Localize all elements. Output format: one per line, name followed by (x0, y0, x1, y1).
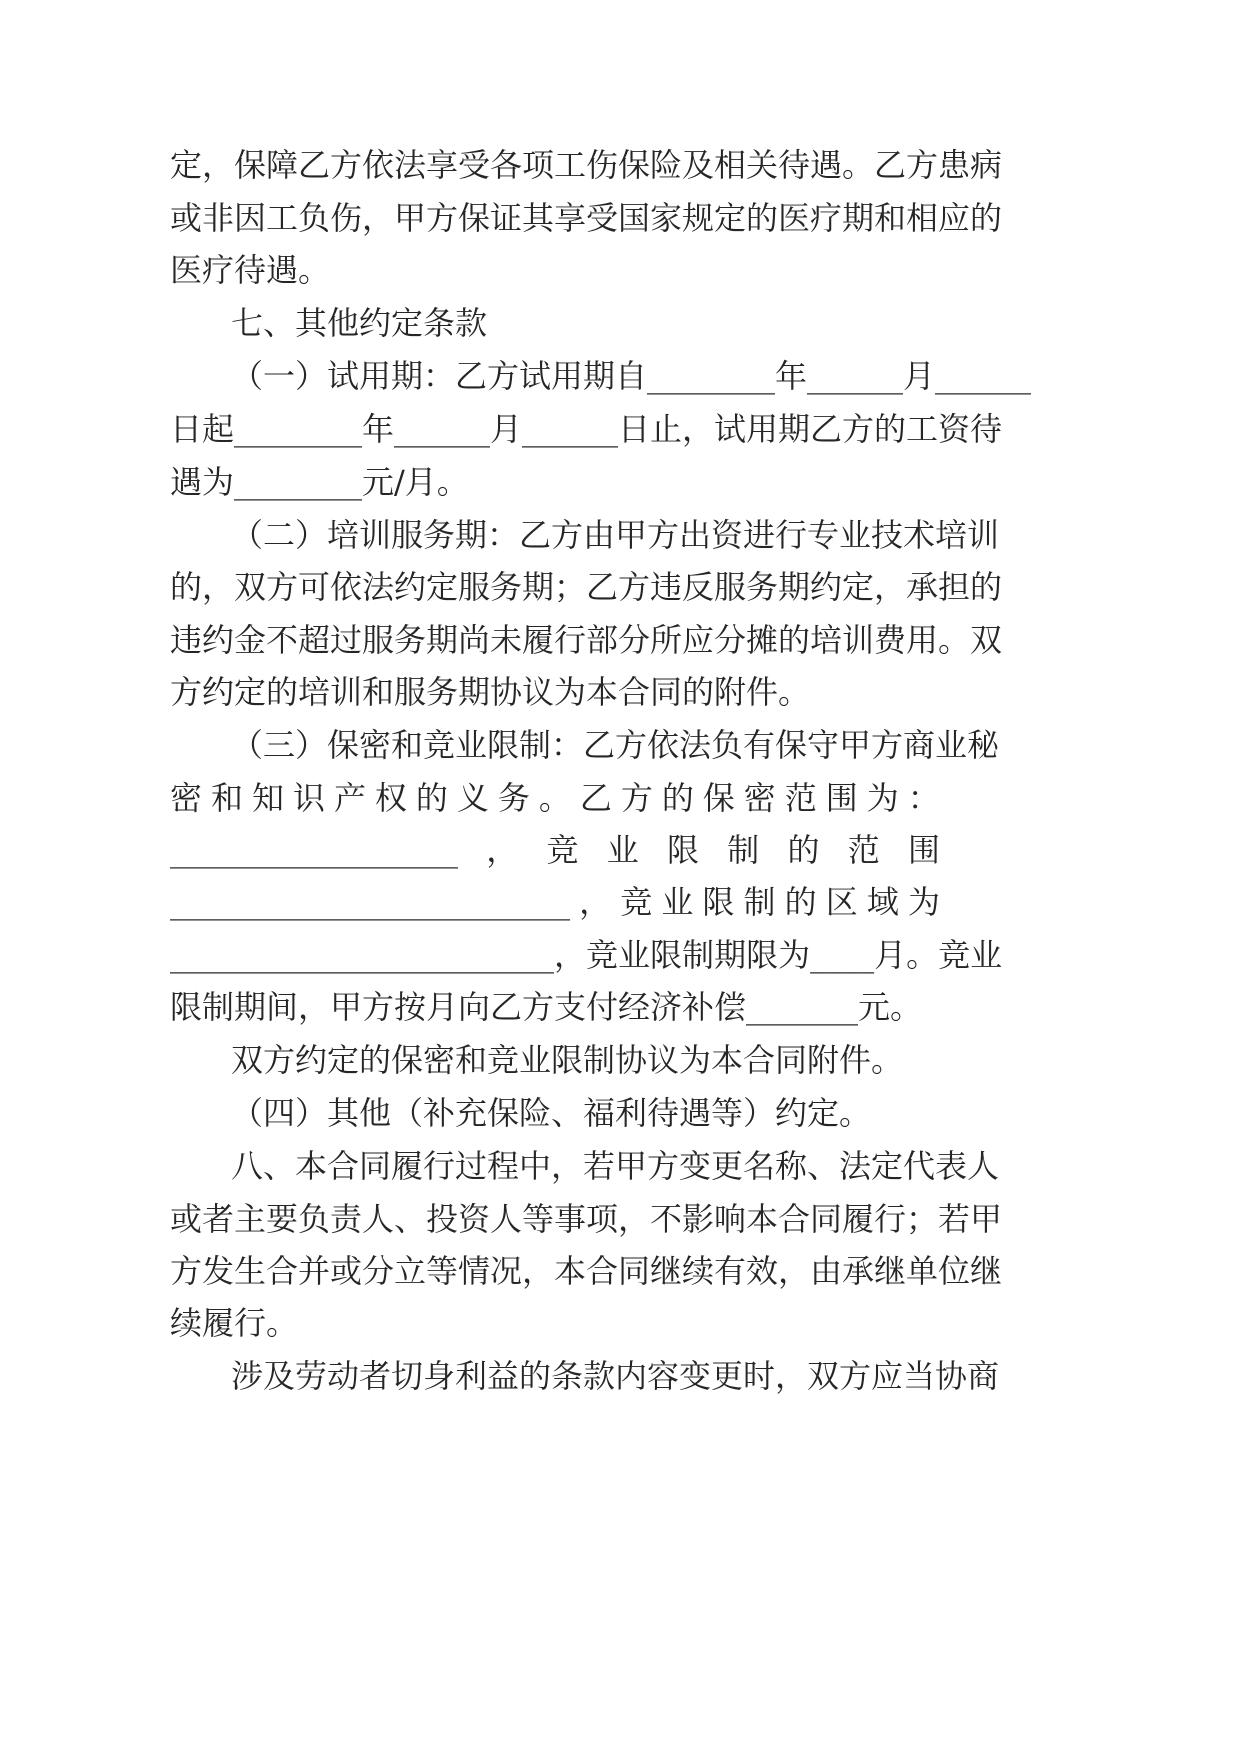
text-glyph: ， (486, 831, 519, 869)
text-glyph: 围 (907, 831, 940, 869)
text-glyph: 为 (866, 779, 899, 817)
text-glyph: 识 (292, 779, 325, 817)
text-glyph: 范 (847, 831, 880, 869)
text-line: 方发生合并或分立等情况，本合同继续有效，由承继单位继 (170, 1252, 1003, 1290)
text-glyph: 方 (620, 779, 653, 817)
text-glyph: 竞 (546, 831, 579, 869)
text-line-justified (170, 925, 1003, 985)
text-glyph: ， (579, 883, 612, 921)
text-line: 的，双方可依法约定服务期；乙方违反服务期约定，承担的 (170, 568, 1003, 606)
text-glyph: 的 (661, 779, 694, 817)
text-line: （一）试用期：乙方试用期自________年______月______ (231, 357, 1032, 395)
text-glyph: 为 (907, 883, 940, 921)
text-glyph: 期 (714, 936, 747, 974)
text-line: 或非因工负伤，甲方保证其享受国家规定的医疗期和相应的 (170, 199, 1003, 237)
text-glyph: 和 (210, 779, 243, 817)
text-glyph: 限 (650, 936, 683, 974)
text-glyph: 区 (825, 883, 858, 921)
text-glyph: 。 (538, 779, 571, 817)
text-line: （三）保密和竞业限制：乙方依法负有保守甲方商业秘 (231, 726, 1000, 764)
text-glyph: 业 (606, 831, 639, 869)
text-line: 双方约定的保密和竞业限制协议为本合同附件。 (231, 1041, 904, 1079)
text-line: （四）其他（补充保险、福利待遇等）约定。 (231, 1094, 872, 1132)
text-glyph: 的 (784, 883, 817, 921)
text-glyph: 域 (866, 883, 899, 921)
text-glyph: 产 (333, 779, 366, 817)
text-glyph: 月 (874, 936, 907, 974)
text-glyph: 围 (825, 779, 858, 817)
text-glyph: 权 (374, 779, 407, 817)
text-glyph: 义 (456, 779, 489, 817)
text-glyph: ， (554, 936, 587, 974)
text-glyph: 制 (682, 936, 715, 974)
text-glyph: 制 (743, 883, 776, 921)
text-glyph: 限 (702, 883, 735, 921)
text-line: 续履行。 (170, 1304, 299, 1342)
text-glyph: 制 (727, 831, 760, 869)
text-glyph: 的 (787, 831, 820, 869)
section-heading: 八、本合同履行过程中，若甲方变更名称、法定代表人 (231, 1147, 1000, 1185)
text-glyph: 保 (702, 779, 735, 817)
text-line: 限制期间，甲方按月向乙方支付经济补偿_______元。 (170, 988, 923, 1026)
text-line: 日起________年______月______日止，试用期乙方的工资待 (170, 410, 1003, 448)
text-glyph: ____ (810, 936, 875, 974)
text-glyph: 密 (743, 779, 776, 817)
text-glyph: 业 (618, 936, 651, 974)
text-line-justified (170, 872, 940, 932)
text-glyph: _________________________ (170, 883, 570, 921)
text-glyph: 密 (170, 779, 203, 817)
text-glyph: 限 (746, 936, 779, 974)
text-glyph: ________________________ (170, 936, 554, 974)
text-glyph: 知 (251, 779, 284, 817)
text-line: 医疗待遇。 (170, 251, 331, 289)
text-glyph: 业 (661, 883, 694, 921)
text-line: （二）培训服务期：乙方由甲方出资进行专业技术培训 (231, 516, 1000, 554)
text-glyph: 限 (666, 831, 699, 869)
text-line: 违约金不超过服务期尚未履行部分所应分摊的培训费用。双 (170, 621, 1003, 659)
text-glyph: 乙 (579, 779, 612, 817)
section-heading: 七、其他约定条款 (231, 304, 488, 342)
text-glyph: 范 (784, 779, 817, 817)
text-glyph: 竞 (586, 936, 619, 974)
text-glyph: 业 (970, 936, 1003, 974)
text-glyph: ： (907, 779, 940, 817)
text-glyph: 务 (497, 779, 530, 817)
text-line-justified (170, 768, 940, 828)
text-glyph: 竞 (938, 936, 971, 974)
text-line: 涉及劳动者切身利益的条款内容变更时，双方应当协商 (231, 1357, 1000, 1395)
text-glyph: 竞 (620, 883, 653, 921)
text-glyph: 为 (778, 936, 811, 974)
text-line: 定，保障乙方依法享受各项工伤保险及相关待遇。乙方患病 (170, 146, 1003, 184)
text-line: 遇为________元/月。 (170, 463, 469, 501)
text-glyph: __________________ (170, 831, 458, 869)
text-line-justified (170, 820, 940, 880)
text-line: 或者主要负责人、投资人等事项，不影响本合同履行；若甲 (170, 1200, 1003, 1238)
text-glyph: 的 (415, 779, 448, 817)
text-line: 方约定的培训和服务期协议为本合同的附件。 (170, 673, 811, 711)
text-glyph: 。 (906, 936, 939, 974)
